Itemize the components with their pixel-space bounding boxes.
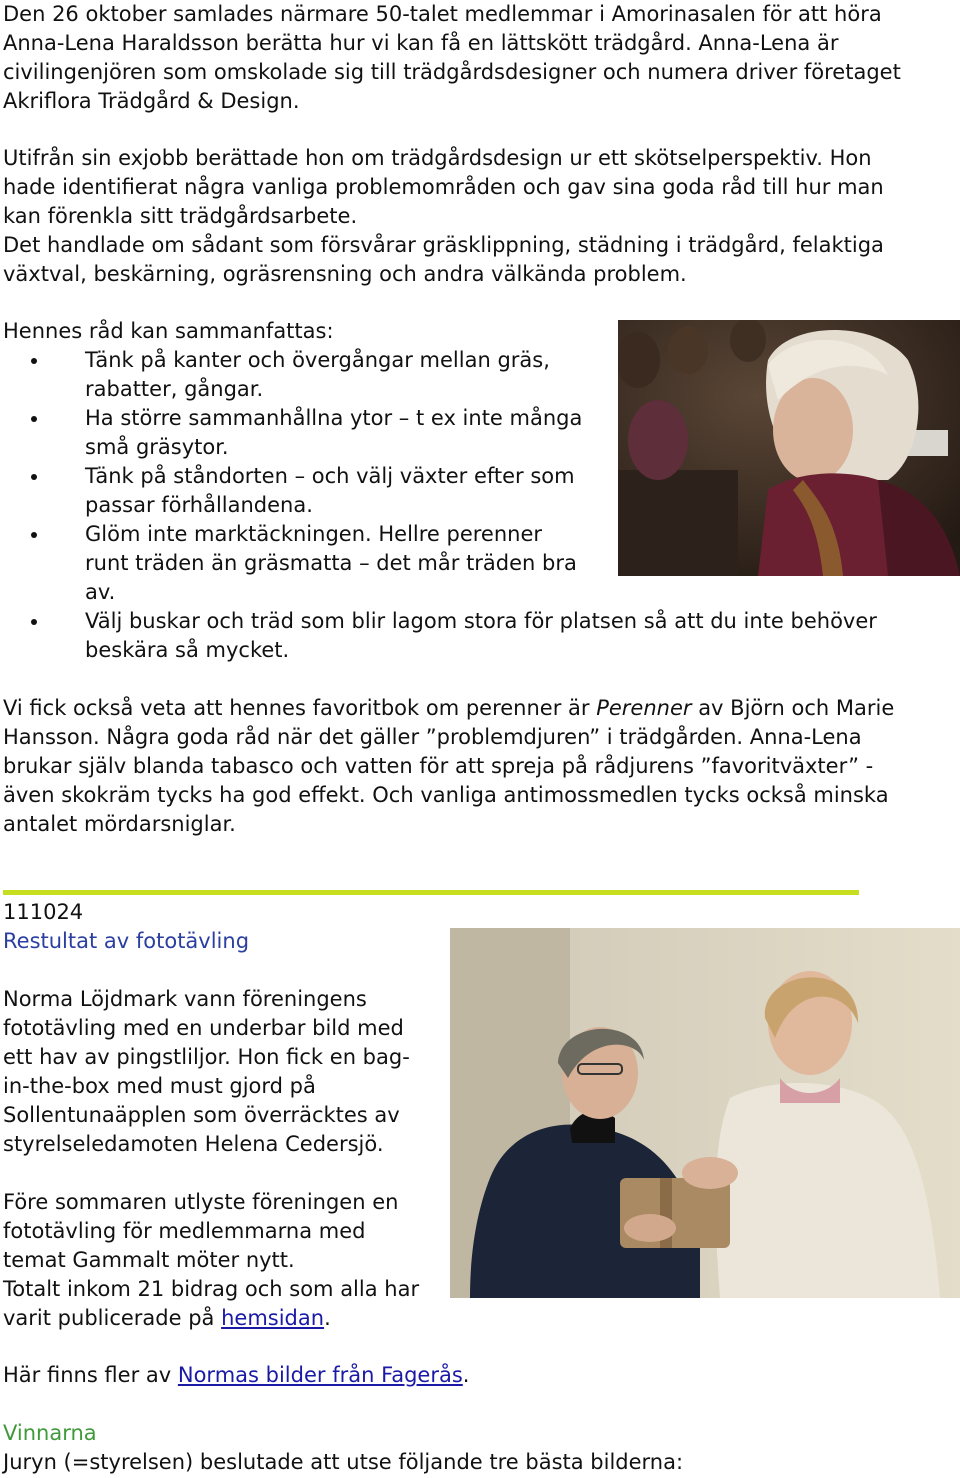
text-line: Totalt inkom 21 bidrag och som alla har <box>3 1277 420 1301</box>
post-date: 111024 <box>3 900 84 924</box>
text-line: Den 26 oktober samlades närmare 50-talet medlemmar i Amorinasalen för att höra <box>3 2 882 26</box>
intro-paragraph <box>3 0 958 116</box>
advice-block <box>3 317 613 607</box>
text-line: Före sommaren utlyste föreningen en <box>3 1190 399 1214</box>
more-photos-line <box>3 1361 958 1390</box>
text-line: fototävling med en underbar bild med <box>3 1016 404 1040</box>
list-item-text: Välj buskar och träd som blir lagom stora för platsen så att du inte behöver <box>85 609 877 633</box>
text-line: Hansson. Några goda råd när det gäller ”problemdjuren” i trädgården. Anna-Lena <box>3 725 862 749</box>
text-line: Utifrån sin exjobb berättade hon om trädgårdsdesign ur ett skötselperspektiv. Hon <box>3 146 872 170</box>
list-item <box>3 520 613 607</box>
text-line: Sollentunaäpplen som överräcktes av <box>3 1103 400 1127</box>
text-line: temat Gammalt möter nytt. <box>3 1248 295 1272</box>
homepage-link[interactable]: hemsidan <box>221 1306 325 1330</box>
text-line: Norma Löjdmark vann föreningens <box>3 987 367 1011</box>
winners-text: Juryn (=styrelsen) beslutade att utse följande tre bästa bilderna: <box>3 1450 684 1474</box>
normas-photos-link[interactable]: Normas bilder från Fagerås <box>177 1363 463 1387</box>
bullet-icon <box>31 619 37 625</box>
list-item <box>3 404 613 462</box>
list-item-text: beskära så mycket. <box>85 638 290 662</box>
advice-list-continued <box>3 607 958 665</box>
text-segment: Vi fick också veta att hennes favoritbok om perenner är <box>3 696 597 720</box>
text-line: brukar själv blanda tabasco och vatten för att spreja på rådjurens ”favoritväxter” - <box>3 754 874 778</box>
text-segment: varit publicerade på <box>3 1306 222 1330</box>
text-segment: av Björn och Marie <box>691 696 895 720</box>
bullet-icon <box>31 358 37 364</box>
text-line: även skokräm tycks ha god effekt. Och vanliga antimossmedlen tycks också minska <box>3 783 889 807</box>
text-line: Anna-Lena Haraldsson berätta hur vi kan få en lättskött trädgård. Anna-Lena är <box>3 31 839 55</box>
winners-section <box>3 1419 958 1477</box>
post-title: Restultat av fototävling <box>3 929 250 953</box>
list-item-text: Glöm inte marktäckningen. Hellre perenner <box>85 522 543 546</box>
text-line: antalet mördarsniglar. <box>3 812 236 836</box>
text-line: hade identifierat några vanliga problemområden och gav sina goda råd till hur man <box>3 175 884 199</box>
text-line: växtval, beskärning, ogräsrensning och andra välkända problem. <box>3 262 687 286</box>
text-line: civilingenjören som omskolade sig till trädgårdsdesigner och numera driver företaget <box>3 60 901 84</box>
section-divider <box>3 890 859 895</box>
text-line <box>3 694 958 723</box>
text-line <box>3 1361 958 1390</box>
book-title: Perenner <box>596 696 692 720</box>
bullet-icon <box>31 532 37 538</box>
text-line: Akriflora Trädgård & Design. <box>3 89 300 113</box>
speaker-photo <box>618 320 960 576</box>
bullet-icon <box>31 474 37 480</box>
advice-last-block <box>3 607 958 665</box>
article-lecture <box>3 0 958 116</box>
text-line: ett hav av pingstliljor. Hon fick en bag- <box>3 1045 410 1069</box>
speaker-photo-image <box>618 320 960 576</box>
favorite-book-paragraph <box>3 694 958 839</box>
text-segment: . <box>462 1363 470 1387</box>
list-item-text: passar förhållandena. <box>85 493 313 517</box>
text-line: styrelseledamoten Helena Cedersjö. <box>3 1132 384 1156</box>
text-segment: . <box>324 1306 331 1330</box>
bullet-icon <box>31 416 37 422</box>
list-item-text: av. <box>85 580 116 604</box>
text-line: fototävling för medlemmarna med <box>3 1219 366 1243</box>
text-line <box>3 1304 443 1333</box>
text-line: kan förenkla sitt trädgårdsarbete. <box>3 204 358 228</box>
list-item-text: Tänk på kanter och övergångar mellan gräs, <box>85 348 550 372</box>
list-item-text: Tänk på ståndorten – och välj växter efter som <box>85 464 575 488</box>
topic-paragraph <box>3 144 958 289</box>
award-photo-image <box>450 928 960 1298</box>
list-item-text: Ha större sammanhållna ytor – t ex inte många <box>85 406 583 430</box>
list-item-text: runt träden än gräsmatta – det mår träden bra <box>85 551 577 575</box>
list-item <box>3 346 613 404</box>
advice-list <box>3 346 613 607</box>
article-photo-contest <box>3 898 443 1333</box>
list-item-text: små gräsytor. <box>85 435 229 459</box>
text-line: in-the-box med must gjord på <box>3 1074 316 1098</box>
list-item-text: rabatter, gångar. <box>85 377 264 401</box>
advice-intro: Hennes råd kan sammanfattas: <box>3 319 334 343</box>
text-line: Det handlade om sådant som försvårar gräsklippning, städning i trädgård, felaktiga <box>3 233 884 257</box>
list-item <box>3 607 958 665</box>
text-segment: Här finns fler av <box>3 1363 178 1387</box>
list-item <box>3 462 613 520</box>
award-photo <box>450 928 960 1298</box>
winners-heading: Vinnarna <box>3 1421 97 1445</box>
